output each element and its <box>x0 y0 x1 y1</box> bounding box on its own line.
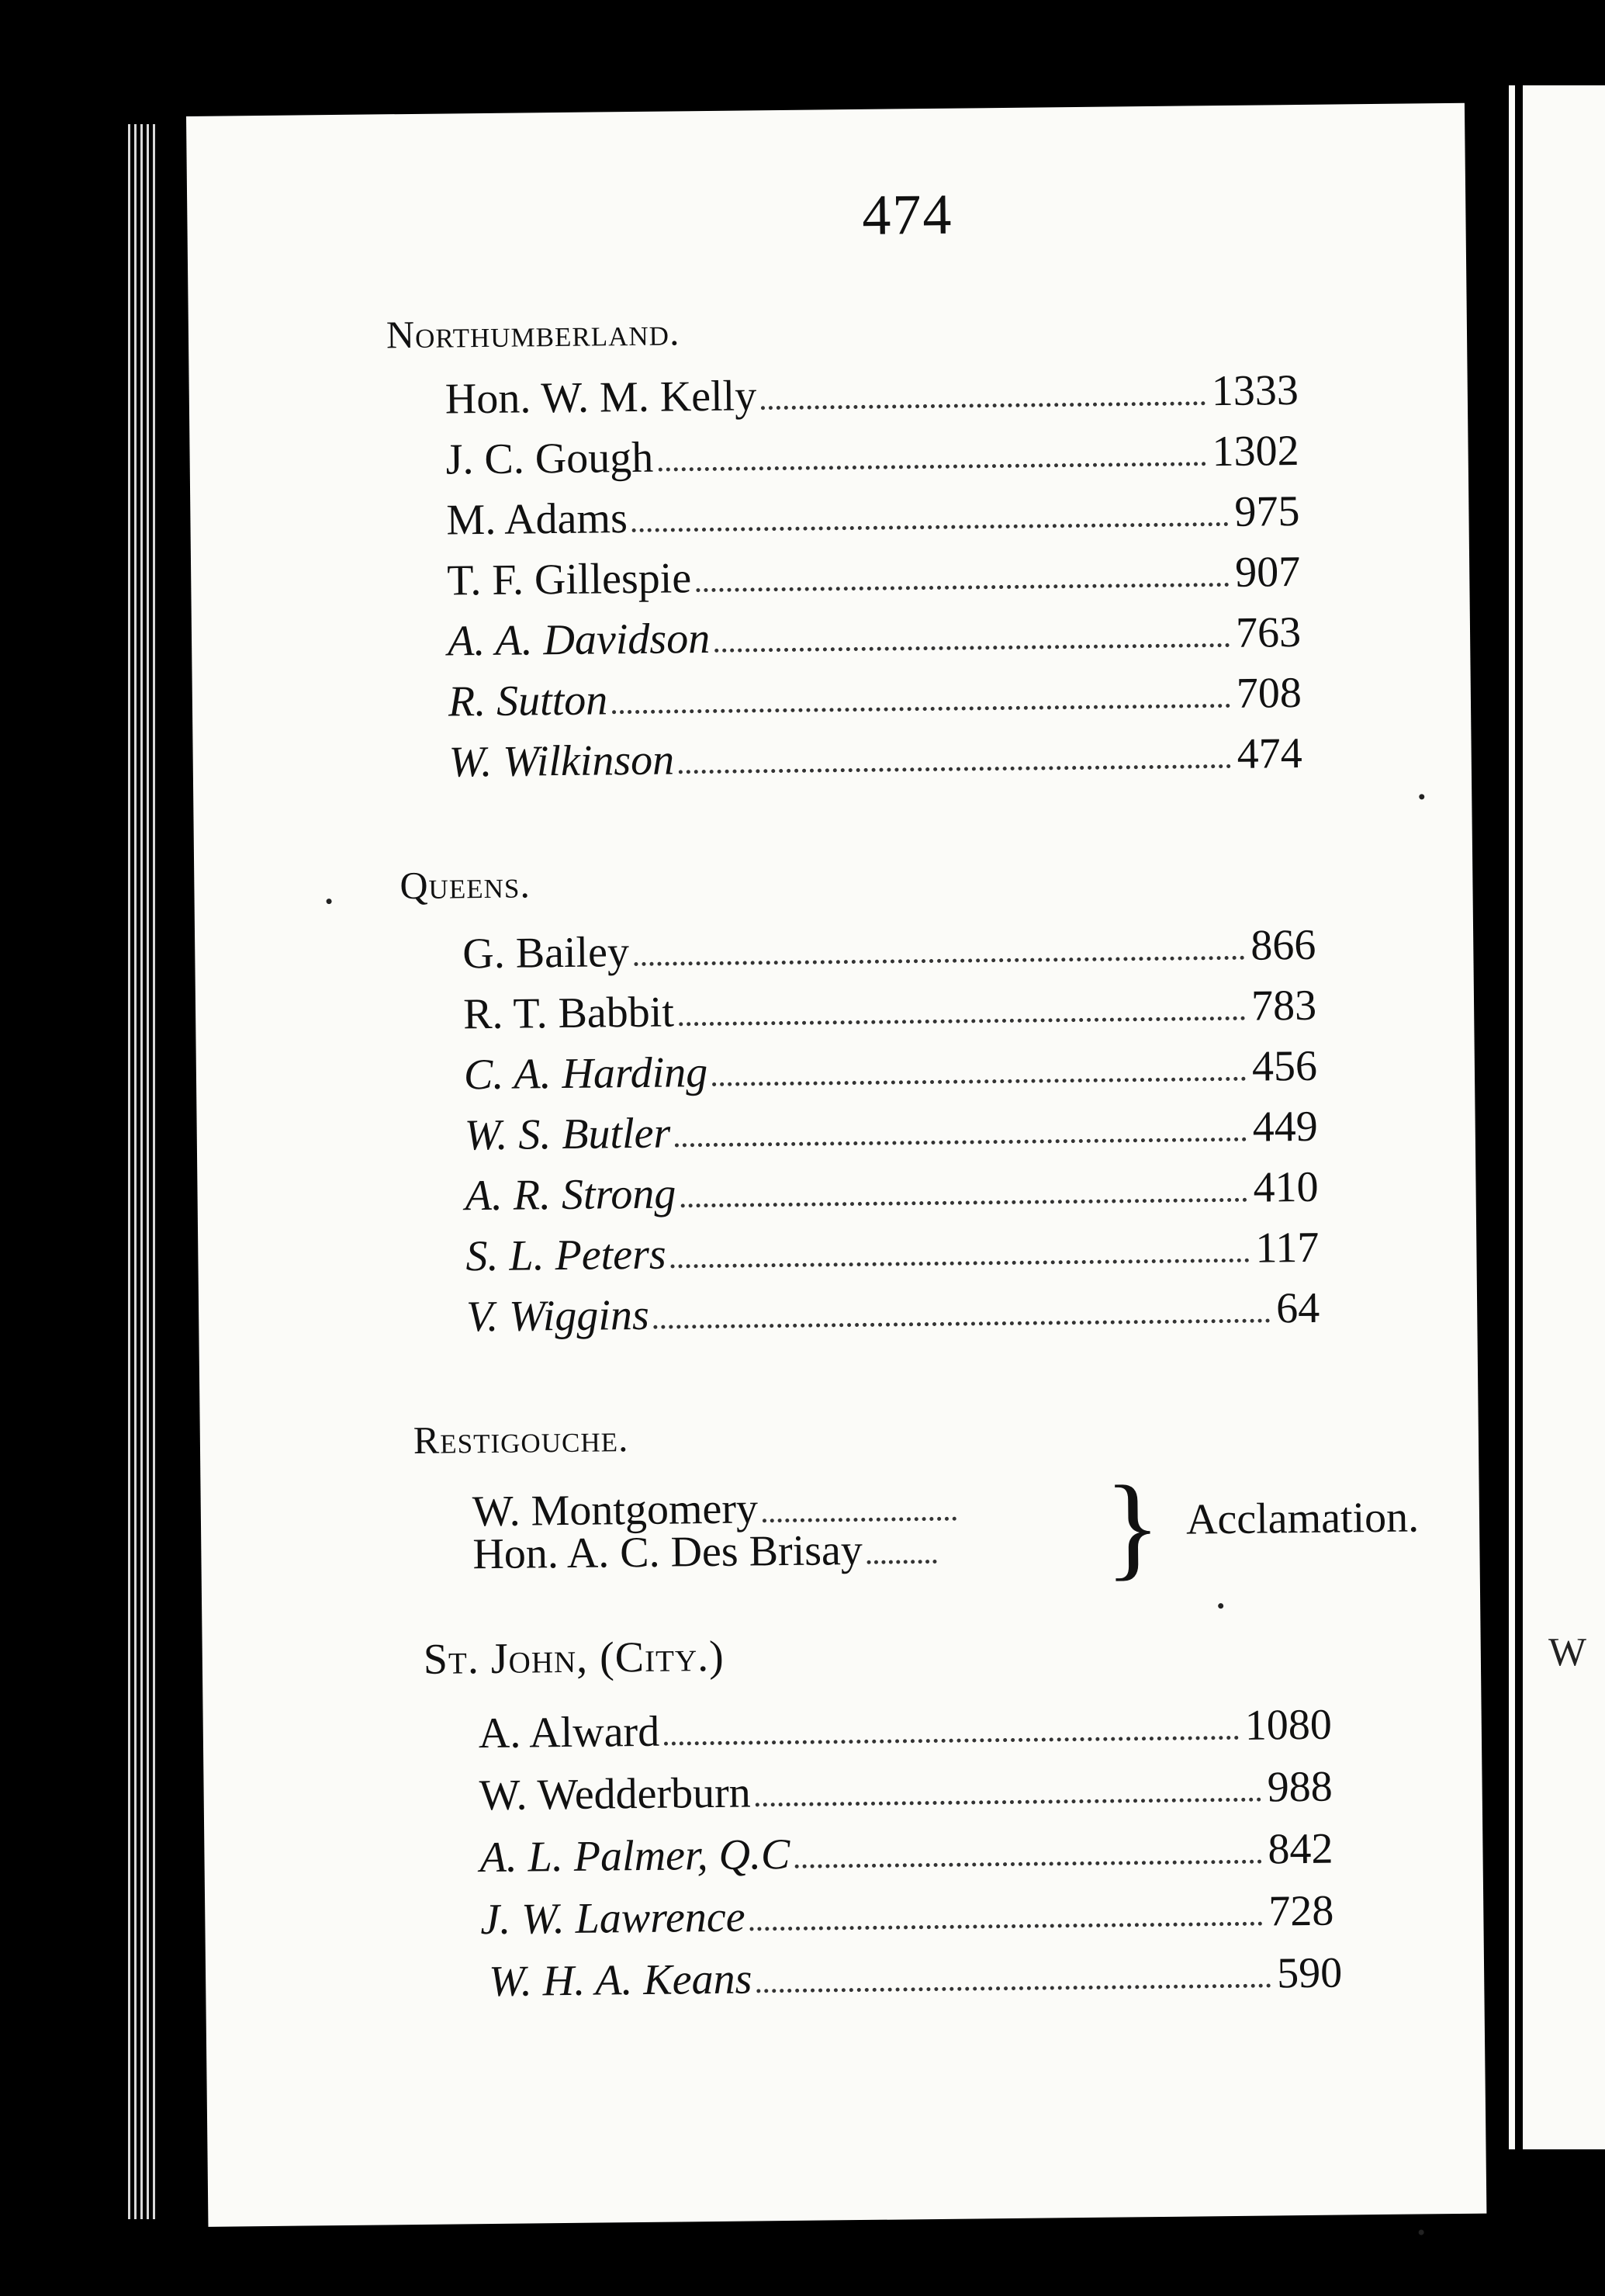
scan-speck <box>1419 794 1424 799</box>
leader-dots <box>696 583 1229 592</box>
vote-count: 117 <box>1255 1223 1320 1273</box>
leader-dots <box>714 643 1230 653</box>
candidate-name: Hon. W. M. Kelly <box>444 372 757 424</box>
candidate-name: C. A. Harding <box>463 1048 708 1100</box>
leader-dots <box>761 401 1205 410</box>
vote-count: 708 <box>1236 668 1302 718</box>
candidate-name: A. Alward <box>478 1707 660 1758</box>
candidate-name: R. T. Babbit <box>462 988 675 1039</box>
leader-dots <box>634 956 1244 966</box>
vote-count: 449 <box>1252 1102 1319 1151</box>
result-row <box>465 1162 1319 1221</box>
candidate-name: T. F. Gillespie <box>446 554 692 605</box>
result-row <box>462 981 1317 1039</box>
leader-dots <box>664 1736 1239 1746</box>
result-row <box>465 1223 1320 1281</box>
candidate-name: W. Montgomery <box>472 1484 759 1536</box>
candidate-name: G. Bailey <box>462 928 630 978</box>
vote-count: 590 <box>1276 1948 1343 1998</box>
leader-dots <box>612 704 1230 714</box>
candidate-name: W. H. A. Keans <box>488 1955 752 2007</box>
book-page <box>186 103 1486 2227</box>
leader-dots <box>763 1517 956 1523</box>
result-row <box>480 1886 1334 1945</box>
facing-page-fragment: W <box>1548 1630 1587 1674</box>
result-row <box>465 1283 1320 1342</box>
acclamation-label: Acclamation. <box>1185 1493 1420 1544</box>
vote-count: 456 <box>1251 1041 1318 1091</box>
result-row <box>446 547 1301 605</box>
vote-count: 728 <box>1268 1886 1334 1936</box>
candidate-name: A. A. Davidson <box>447 614 711 666</box>
vote-count: 763 <box>1235 608 1302 657</box>
section-title-queens: Queens. <box>400 862 531 908</box>
candidate-name: A. L. Palmer, Q.C <box>479 1830 790 1882</box>
result-row <box>445 429 1299 482</box>
acclamation-row <box>472 1525 943 1579</box>
leader-dots <box>679 764 1231 774</box>
leader-dots <box>679 1016 1245 1027</box>
leader-dots <box>680 1198 1247 1208</box>
vote-count: 783 <box>1250 981 1317 1030</box>
section-title-northumberland: Northumberland. <box>386 310 680 357</box>
scan-speck <box>1218 1603 1223 1609</box>
vote-count: 907 <box>1234 547 1301 597</box>
leader-dots <box>632 522 1229 532</box>
result-row <box>446 487 1300 545</box>
result-row <box>462 920 1316 978</box>
candidate-name: Hon. A. C. Des Brisay <box>472 1525 863 1579</box>
page-number: 474 <box>861 182 953 248</box>
leader-dots <box>756 1798 1261 1807</box>
leader-dots <box>756 1983 1271 1993</box>
result-row <box>448 729 1303 787</box>
vote-count: 866 <box>1250 920 1316 970</box>
leader-dots <box>794 1860 1261 1868</box>
candidate-name: W. Wilkinson <box>448 736 675 787</box>
vote-count: 975 <box>1234 487 1300 536</box>
vote-count: 1302 <box>1212 427 1299 476</box>
vote-count: 64 <box>1275 1283 1320 1333</box>
brace-glyph: } <box>1104 1461 1161 1591</box>
result-row <box>479 1824 1333 1882</box>
vote-count: 842 <box>1268 1824 1333 1874</box>
leader-dots <box>654 1318 1271 1328</box>
candidate-name: S. L. Peters <box>465 1230 666 1281</box>
candidate-name: V. Wiggins <box>465 1290 650 1342</box>
candidate-name: A. R. Strong <box>465 1169 676 1221</box>
candidate-name: J. W. Lawrence <box>480 1893 745 1945</box>
vote-count: 1333 <box>1211 366 1299 416</box>
scan-speck <box>1419 2229 1424 2235</box>
leader-dots <box>750 1922 1263 1931</box>
candidate-name: R. Sutton <box>448 676 608 726</box>
candidate-name: W. S. Butler <box>464 1109 671 1160</box>
leader-dots <box>658 462 1205 471</box>
result-row <box>444 366 1299 424</box>
vote-count: 1080 <box>1244 1700 1333 1750</box>
section-title-st-john: St. John, (City.) <box>423 1632 725 1684</box>
result-row <box>478 1700 1333 1758</box>
result-row <box>479 1762 1333 1820</box>
candidate-name: M. Adams <box>446 494 628 545</box>
vote-count: 474 <box>1237 729 1303 778</box>
candidate-name: J. C. Gough <box>445 433 654 484</box>
result-row <box>488 1948 1343 2007</box>
scan-speck <box>327 899 332 904</box>
candidate-name: W. Wedderburn <box>479 1768 752 1820</box>
leader-dots <box>867 1560 937 1564</box>
leader-dots <box>712 1077 1246 1086</box>
result-row <box>447 608 1302 666</box>
leader-dots <box>671 1259 1250 1269</box>
result-row <box>463 1041 1318 1100</box>
facing-page-edge <box>1509 85 1605 2149</box>
result-row <box>464 1102 1319 1160</box>
section-title-restigouche: Restigouche. <box>413 1416 629 1463</box>
book-spine <box>128 124 159 2219</box>
result-row <box>448 668 1302 726</box>
vote-count: 988 <box>1267 1762 1333 1812</box>
vote-count: 410 <box>1253 1162 1319 1212</box>
leader-dots <box>675 1138 1247 1148</box>
